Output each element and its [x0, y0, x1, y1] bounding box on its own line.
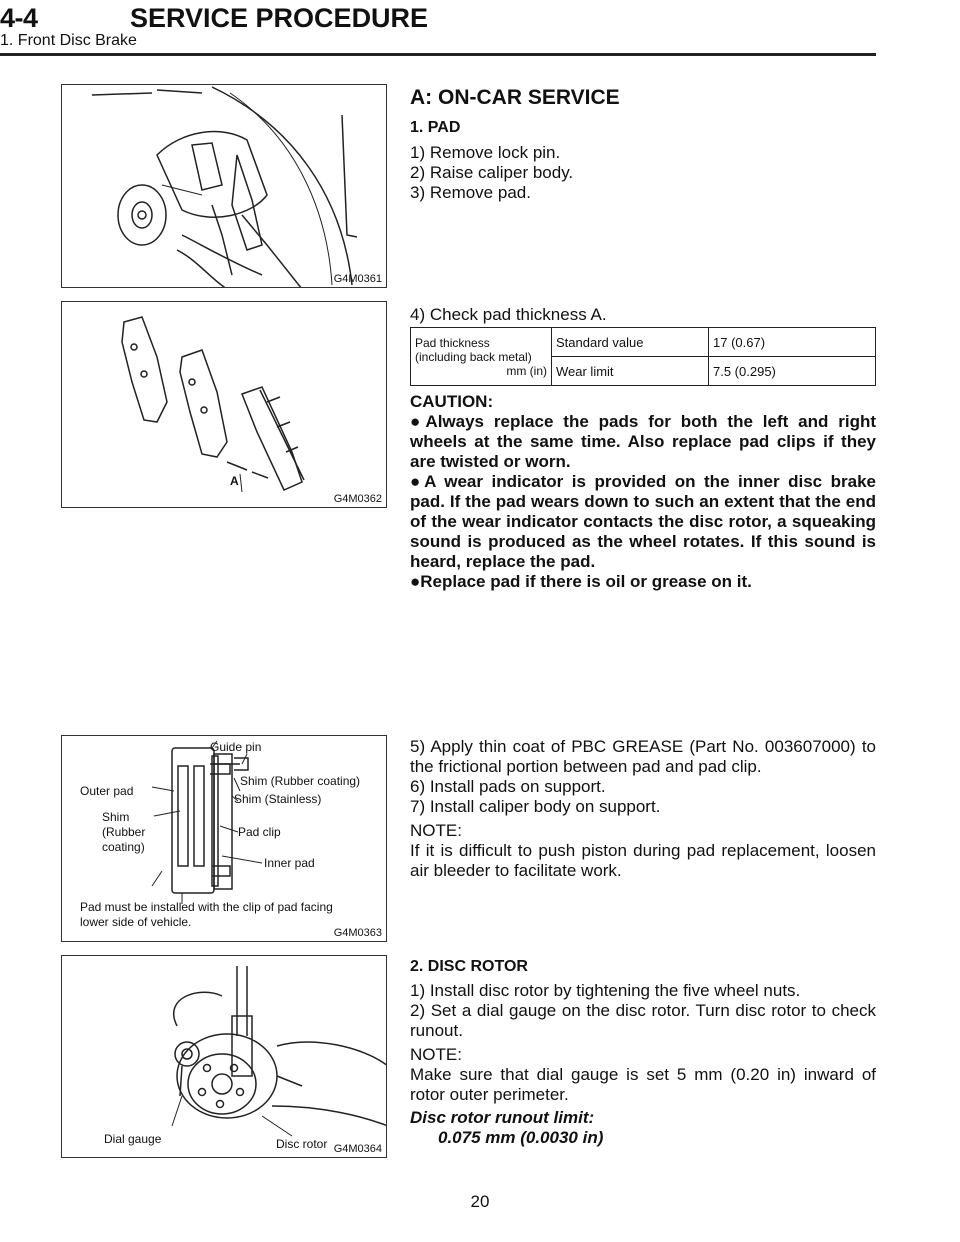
- callout-shim-stainless: Shim (Stainless): [234, 792, 322, 806]
- step-text: 5) Apply thin coat of PBC GREASE (Part No. 003607000) to the frictional portion between pad and pad clip.: [410, 737, 876, 776]
- spec-label: Disc rotor runout limit:: [410, 1108, 595, 1127]
- pad-thickness-illustration: [62, 302, 387, 508]
- figure-label: G4M0364: [333, 1143, 382, 1155]
- note-heading: NOTE:: [410, 821, 462, 840]
- caution-item: ●Always replace the pads for both the left and right wheels at the same time. Also replace pad clips if they are twisted or worn.: [410, 412, 876, 471]
- callout-inner-pad: Inner pad: [264, 856, 315, 870]
- bullet-icon: ●: [410, 472, 425, 491]
- figure-caliper-removal: [61, 84, 387, 288]
- header-rule: [0, 53, 876, 56]
- dial-gauge-illustration: [62, 956, 387, 1158]
- table-row-header: [411, 328, 552, 386]
- note-heading: NOTE:: [410, 1045, 462, 1064]
- caliper-removal-illustration: [62, 85, 387, 288]
- figure-label: G4M0361: [333, 273, 382, 285]
- step-text: 1) Remove lock pin.: [410, 143, 561, 162]
- row-label: (including back metal): [415, 349, 532, 364]
- caution-item: ●Replace pad if there is oil or grease on it.: [410, 572, 752, 591]
- table-cell: Wear limit: [552, 357, 709, 386]
- bullet-icon: ●: [410, 572, 421, 591]
- step-text: 3) Remove pad.: [410, 183, 531, 202]
- subsection-heading-pad: 1. PAD: [410, 119, 461, 136]
- figure-pad-thickness: [61, 301, 387, 508]
- dimension-label: A: [230, 474, 239, 488]
- callout-outer-pad: Outer pad: [80, 784, 134, 798]
- note-text: If it is difficult to push piston during pad replacement, loosen air bleeder to facilitate work.: [410, 841, 876, 880]
- caution-block: [410, 392, 876, 592]
- callout-shim-left: Shim: [102, 810, 130, 824]
- callout-shim-rubber: Shim (Rubber coating): [240, 774, 361, 788]
- figure-dial-gauge: [61, 955, 387, 1158]
- callout-shim-left: (Rubber: [102, 825, 146, 839]
- step-text: 2) Raise caliper body.: [410, 163, 574, 182]
- caution-item: ●A wear indicator is provided on the inner disc brake pad. If the pad wears down to such an extent that the end of the wear indicator contacts the disc rotor, a squeaking sound is produced as the wheel rotates. If this sound is heard, replace the pad.: [410, 472, 876, 571]
- callout-guide-pin: Guide pin: [210, 740, 262, 754]
- row-label-unit: mm (in): [506, 363, 547, 378]
- step-text: 4) Check pad thickness A.: [410, 305, 607, 324]
- caution-heading: CAUTION:: [410, 392, 494, 411]
- figure-label: G4M0363: [333, 927, 382, 939]
- pad-thickness-table: [410, 327, 876, 386]
- callout-dial-gauge: Dial gauge: [104, 1132, 162, 1146]
- table-cell: 7.5 (0.295): [709, 357, 876, 386]
- callout-pad-clip: Pad clip: [238, 825, 281, 839]
- spec-value: 0.075 mm (0.0030 in): [438, 1128, 604, 1147]
- figure-note: lower side of vehicle.: [80, 915, 192, 929]
- table-row: [411, 328, 876, 357]
- section-heading: A: ON-CAR SERVICE: [410, 86, 620, 109]
- subsection-heading-rotor: 2. DISC ROTOR: [410, 958, 528, 975]
- table-cell: 17 (0.67): [709, 328, 876, 357]
- section-subtitle: 1. Front Disc Brake: [0, 32, 137, 49]
- figure-pad-assembly: [61, 735, 387, 942]
- step-text: 1) Install disc rotor by tightening the five wheel nuts.: [410, 981, 801, 1000]
- callout-shim-left: coating): [102, 840, 145, 854]
- table-cell: Standard value: [552, 328, 709, 357]
- page-number: 20: [470, 1192, 490, 1211]
- page-title: SERVICE PROCEDURE: [130, 3, 429, 33]
- section-code: 4-4: [0, 3, 38, 33]
- bullet-icon: ●: [410, 412, 426, 431]
- step-text: 7) Install caliper body on support.: [410, 797, 661, 816]
- row-label: Pad thickness: [415, 335, 490, 350]
- note-text: Make sure that dial gauge is set 5 mm (0.20 in) inward of rotor outer perimeter.: [410, 1065, 876, 1104]
- figure-label: G4M0362: [333, 493, 382, 505]
- figure-note: Pad must be installed with the clip of pad facing: [80, 900, 333, 914]
- callout-disc-rotor: Disc rotor: [276, 1137, 328, 1151]
- step-text: 6) Install pads on support.: [410, 777, 606, 796]
- step-text: 2) Set a dial gauge on the disc rotor. Turn disc rotor to check runout.: [410, 1001, 876, 1040]
